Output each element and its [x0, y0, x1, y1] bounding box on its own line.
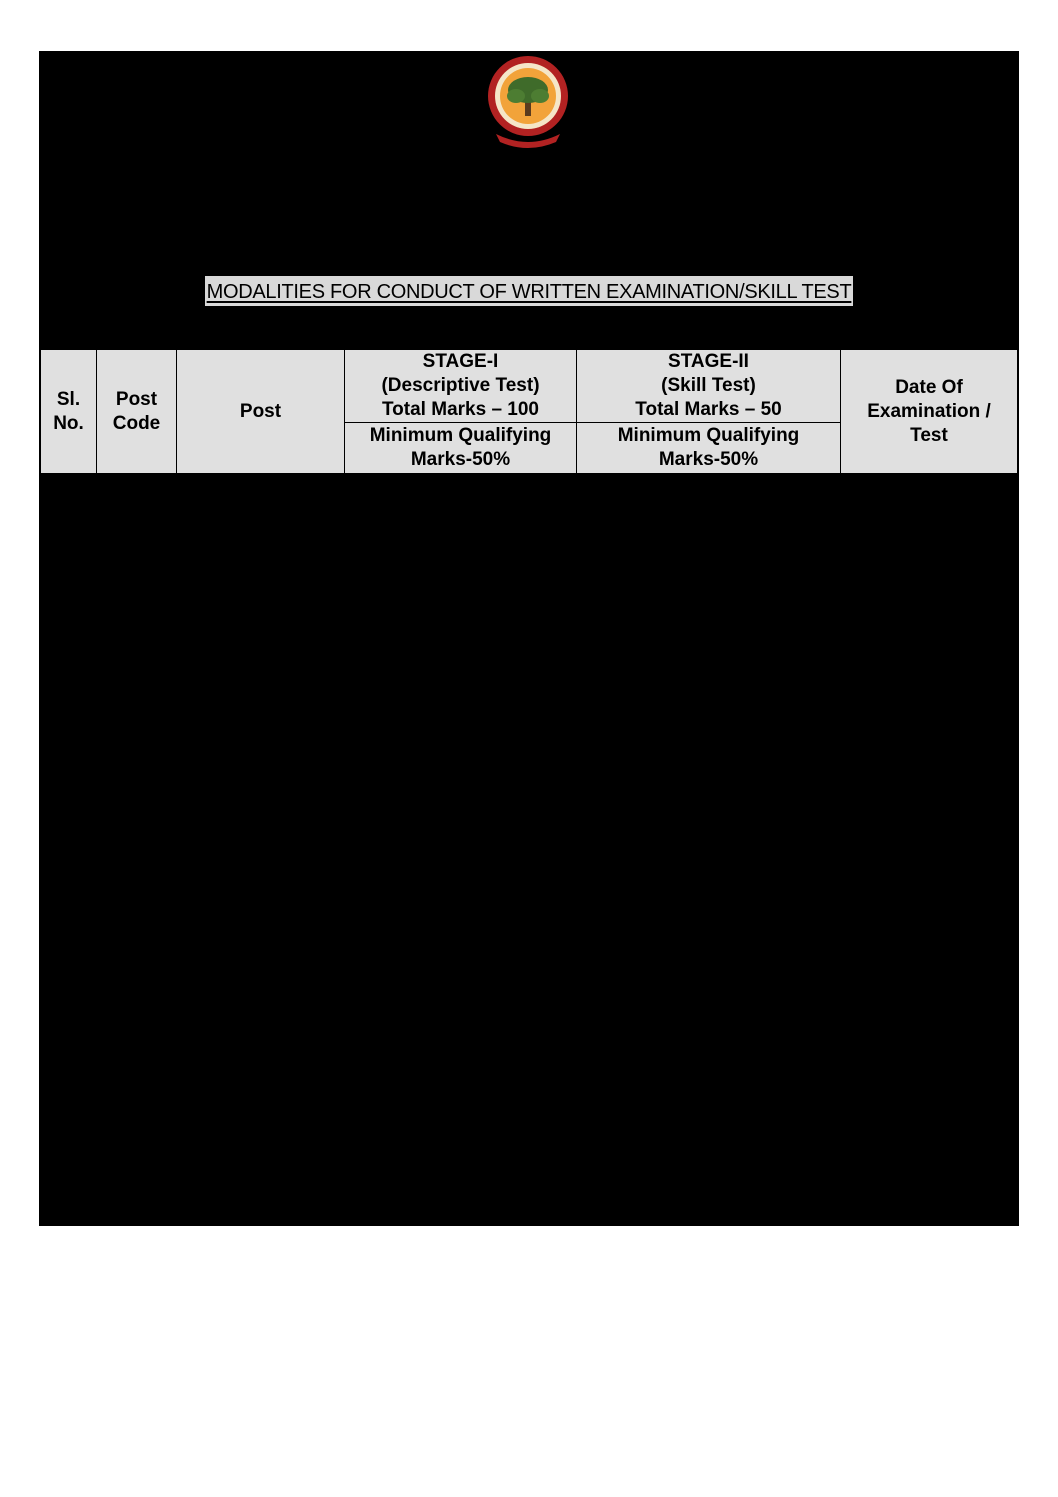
header-post: Post	[177, 350, 345, 474]
emblem-icon	[478, 54, 578, 154]
header-post-code: Post Code	[97, 350, 177, 474]
header-stage-2-qualifying: Minimum Qualifying Marks-50%	[577, 423, 841, 474]
exam-modalities-table	[40, 349, 1018, 474]
redacted-area	[39, 51, 1019, 1226]
header-stage-1-qualifying: Minimum Qualifying Marks-50%	[345, 423, 577, 474]
header-sl-no: Sl. No.	[41, 350, 97, 474]
header-stage-2: STAGE-II (Skill Test) Total Marks – 50	[577, 350, 841, 423]
document-title: MODALITIES FOR CONDUCT OF WRITTEN EXAMINATION/SKILL TEST	[205, 276, 854, 306]
header-stage-1: STAGE-I (Descriptive Test) Total Marks – 100	[345, 350, 577, 423]
university-logo	[478, 54, 578, 154]
header-date: Date Of Examination / Test	[841, 350, 1018, 474]
